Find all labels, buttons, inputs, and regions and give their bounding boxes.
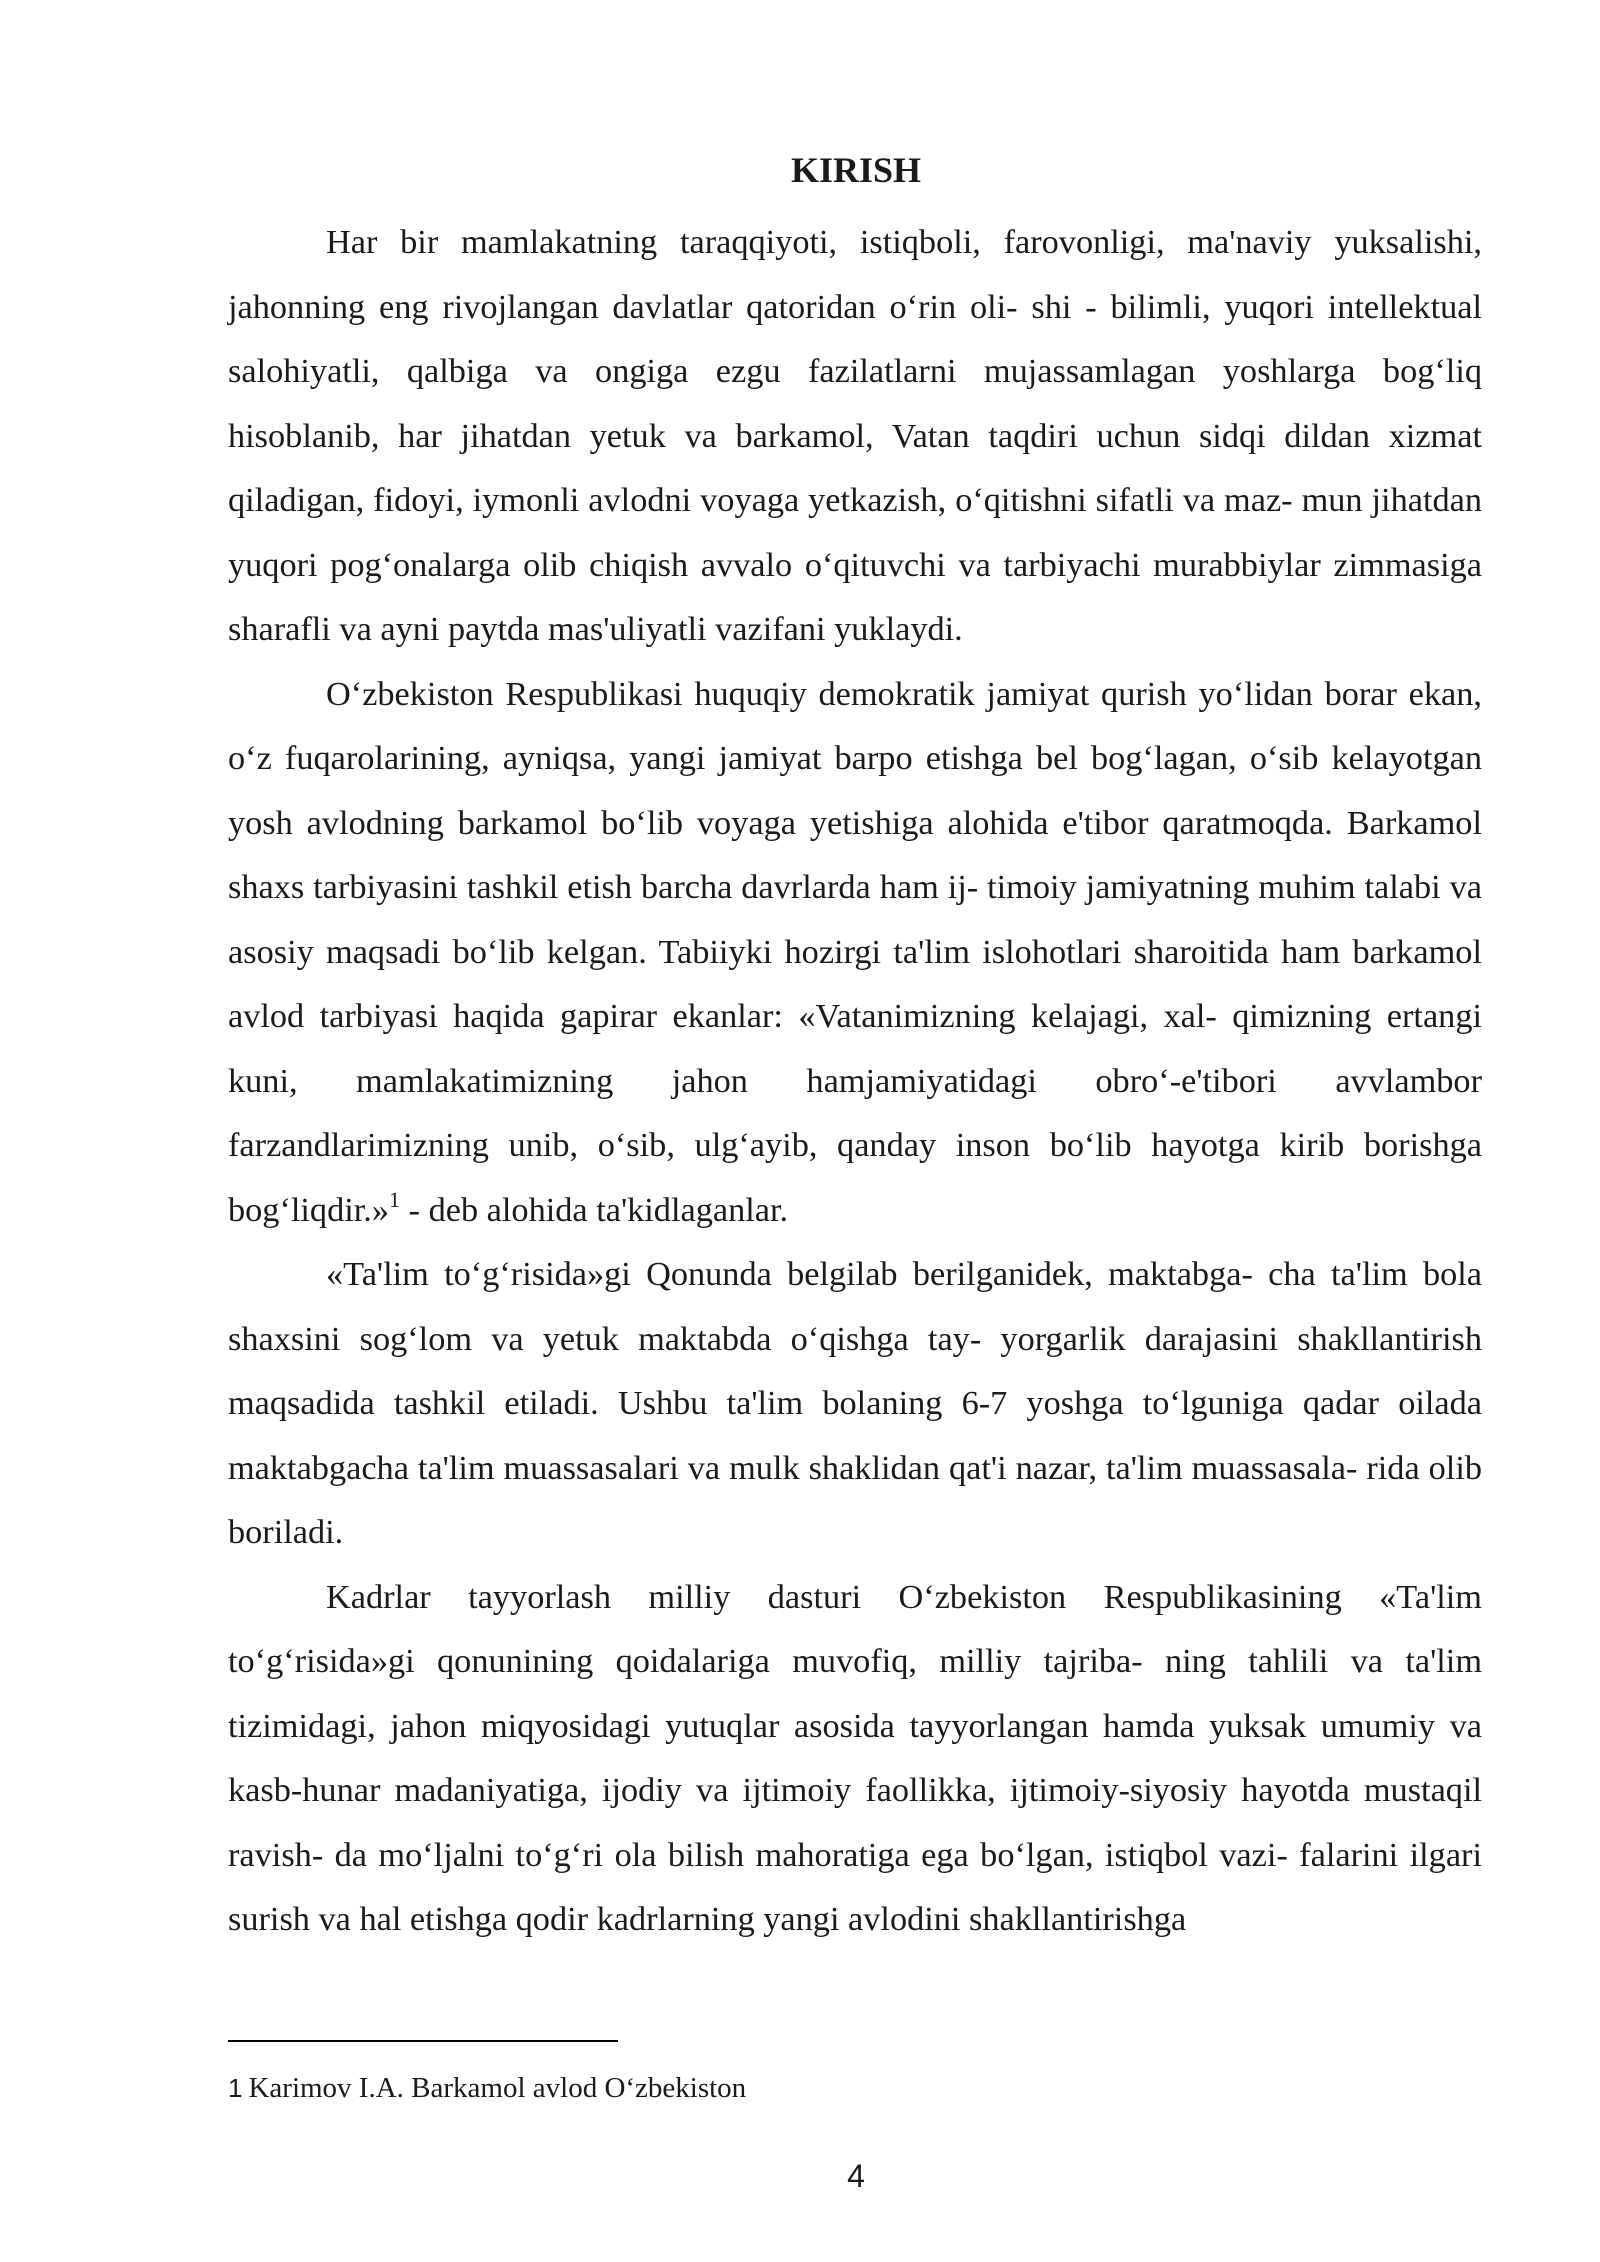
page-number: 4 [847,2158,865,2194]
paragraph-2-tail: - deb alohida ta'kidlaganlar. [400,1190,789,1229]
paragraph-2 [228,662,1482,1243]
page-title: KIRISH [790,150,922,190]
body-text [228,210,1482,1952]
footnote-separator [228,2040,618,2042]
footnote-reference[interactable]: 1 [389,1186,401,1212]
paragraph-2-text: O‘zbekiston Respublikasi huquqiy demokratik jamiyat qurish yo‘lidan borar ekan, o‘z fuqarolarining, ayniqsa, yangi jamiyat barpo etishga bel bog‘lagan, o‘sib kelayotgan yosh avlodning barkamol bo‘lib voyaga yetishiga alohida e'tibor qaratmoqda. Barkamol shaxs tarbiyasini tashkil etish barcha davrlarda ham ij- timoiy jamiyatning muhim talabi va asosiy maqsadi bo‘lib kelgan. Tabiiyki hozirgi ta'lim islohotlari sharoitida ham barkamol avlod tarbiyasi haqida gapirar ekanlar: «Vatanimizning kelajagi, xal- qimizning ertangi kuni, mamlakatimizning jahon hamjamiyatidagi obro‘-e'tibori avvlambor farzandlarimizning unib, o‘sib, ulg‘ayib, qanday inson bo‘lib hayotga kirib borishga bog‘liqdir.» [228,674,1482,1229]
footnote [228,2070,1428,2106]
paragraph-4: Kadrlar tayyorlash milliy dasturi O‘zbekiston Respublikasining «Ta'lim to‘g‘risida»gi qonunining qoidalariga muvofiq, milliy tajriba- ning tahlili va ta'lim tizimidagi, jahon miqyosidagi yutuqlar asosida tayyorlangan hamda yuksak umumiy va kasb-hunar madaniyatiga, ijodiy va ijtimoiy faollikka, ijtimoiy-siyosiy hayotda mustaqil ravish- da mo‘ljalni to‘g‘ri ola bilish mahoratiga ega bo‘lgan, istiqbol vazi- falarini ilgari surish va hal etishga qodir kadrlarning yangi avlodini shakllantirishga [228,1577,1482,1938]
paragraph-1: Har bir mamlakatning taraqqiyoti, istiqboli, farovonligi, ma'naviy yuksalishi, jahonning eng rivojlangan davlatlar qatoridan o‘rin oli- shi - bilimli, yuqori intellektual salohiyatli, qalbiga va ongiga ezgu fazilatlarni mujassamlagan yoshlarga bog‘liq hisoblanib, har jihatdan yetuk va barkamol, Vatan taqdiri uchun sidqi dildan xizmat qiladigan, fidoyi, iymonli avlodni voyaga yetkazish, o‘qitishni sifatli va maz- mun jihatdan yuqori pog‘onalarga olib chiqish avvalo o‘qituvchi va tarbiyachi murabbiylar zimmasiga sharafli va ayni paytda mas'uliyatli vazifani yuklaydi. [228,223,1482,648]
paragraph-3: «Ta'lim to‘g‘risida»gi Qonunda belgilab berilganidek, maktabga- cha ta'lim bola shaxsini sog‘lom va yetuk maktabda o‘qishga tay- yorgarlik darajasini shakllantirish maqsadida tashkil etiladi. Ushbu ta'lim bolaning 6-7 yoshga to‘lguniga qadar oilada maktabgacha ta'lim muassasalari va mulk shaklidan qat'i nazar, ta'lim muassasala- rida olib boriladi. [228,1255,1482,1551]
footnote-text: Karimov I.A. Barkamol avlod O‘zbekiston [248,2072,747,2104]
footnote-number: 1 [228,2073,243,2103]
